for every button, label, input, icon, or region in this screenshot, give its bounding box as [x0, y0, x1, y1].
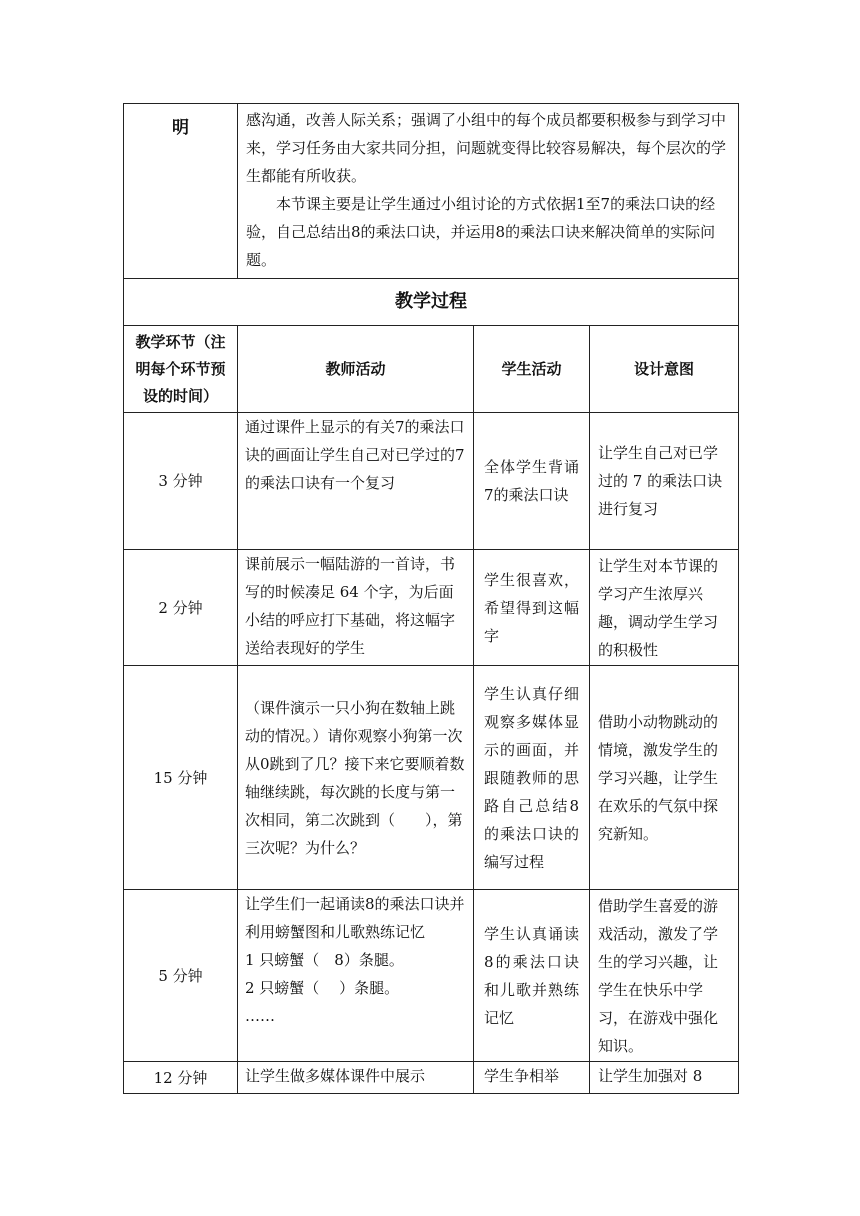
header-intent: 设计意图	[590, 326, 739, 413]
row-student-activity: 学生争相举	[474, 1062, 590, 1094]
description-cell	[238, 104, 739, 279]
teacher-activity-line: ……	[245, 1007, 275, 1025]
row-time: 2 分钟	[124, 550, 238, 666]
section-title: 教学过程	[124, 279, 739, 326]
header-stage: 教学环节（注明每个环节预设的时间）	[124, 326, 238, 413]
table-row	[124, 890, 739, 1062]
description-label: 明	[124, 104, 238, 279]
row-student-activity: 全体学生背诵7的乘法口诀	[474, 413, 590, 550]
row-teacher-activity: （课件演示一只小狗在数轴上跳动的情况。）请你观察小狗第一次从0跳到了几？接下来它要顺着数轴继续跳，每次跳的长度与第一次相同，第二次跳到（ ），第三次呢？为什么？	[238, 666, 474, 890]
table-row	[124, 1062, 739, 1094]
description-paragraph-2: 本节课主要是让学生通过小组讨论的方式依据1至7的乘法口诀的经验，自己总结出8的乘法口诀，并运用8的乘法口诀来解决简单的实际问题。	[246, 195, 716, 269]
row-design-intent: 借助学生喜爱的游戏活动，激发了学生的学习兴趣，让学生在快乐中学习，在游戏中强化知识。	[590, 890, 739, 1062]
table-row	[124, 666, 739, 890]
description-row	[124, 104, 739, 279]
header-student: 学生活动	[474, 326, 590, 413]
row-teacher-activity: 课前展示一幅陆游的一首诗，书写的时候凑足 64 个字，为后面小结的呼应打下基础，将这幅字送给表现好的学生	[238, 550, 474, 666]
description-paragraph-1: 感沟通，改善人际关系；强调了小组中的每个成员都要积极参与到学习中来，学习任务由大家共同分担，问题就变得比较容易解决，每个层次的学生都能有所收获。	[246, 111, 727, 185]
teacher-activity-intro: 让学生们一起诵读8的乘法口诀并利用螃蟹图和儿歌熟练记忆	[245, 895, 465, 941]
section-title-row	[124, 279, 739, 326]
table-row	[124, 413, 739, 550]
table-row	[124, 550, 739, 666]
row-teacher-activity: 通过课件上显示的有关7的乘法口诀的画面让学生自己对已学过的7的乘法口诀有一个复习	[238, 413, 474, 550]
row-teacher-activity: 让学生做多媒体课件中展示	[238, 1062, 474, 1094]
row-design-intent: 让学生自己对已学过的 7 的乘法口诀进行复习	[590, 413, 739, 550]
row-student-activity: 学生很喜欢，希望得到这幅字	[474, 550, 590, 666]
teacher-activity-line: 2 只螃蟹（ ）条腿。	[245, 979, 400, 997]
row-time: 5 分钟	[124, 890, 238, 1062]
header-teacher: 教师活动	[238, 326, 474, 413]
row-time: 3 分钟	[124, 413, 238, 550]
row-design-intent: 借助小动物跳动的情境，激发学生的学习兴趣，让学生在欢乐的气氛中探究新知。	[590, 666, 739, 890]
teacher-activity-line: 1 只螃蟹（ 8）条腿。	[245, 951, 404, 969]
header-row	[124, 326, 739, 413]
lesson-plan-table	[123, 103, 739, 1094]
lesson-plan-page	[123, 103, 738, 1094]
row-student-activity: 学生认真诵读8的乘法口诀和儿歌并熟练记忆	[474, 890, 590, 1062]
row-design-intent: 让学生对本节课的学习产生浓厚兴趣，调动学生学习的积极性	[590, 550, 739, 666]
row-time: 12 分钟	[124, 1062, 238, 1094]
row-teacher-activity	[238, 890, 474, 1062]
row-design-intent: 让学生加强对 8	[590, 1062, 739, 1094]
row-student-activity: 学生认真仔细观察多媒体显示的画面，并跟随教师的思路自己总结8的乘法口诀的编写过程	[474, 666, 590, 890]
row-time: 15 分钟	[124, 666, 238, 890]
